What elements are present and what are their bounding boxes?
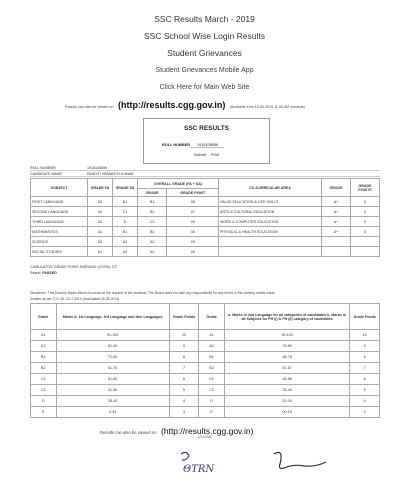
cell-overall-grade: C2: [138, 217, 167, 227]
gt-cell-marks-left: 51-60: [56, 374, 169, 385]
marks-row: [31, 247, 380, 257]
gt-cell-points-right: 4: [350, 396, 380, 407]
cell-co-area: [219, 247, 322, 257]
gt-cell-points-left: 5: [169, 385, 199, 396]
gt-cell-marks-right: 57-67: [224, 363, 350, 374]
cell-grade-fa: A1: [88, 227, 113, 237]
cell-grade-fa: A2: [88, 207, 113, 217]
col-co-points: GRADE POINTS: [351, 179, 380, 197]
cell-grade-sa: C1: [113, 207, 138, 217]
gt-cell-points-left: 6: [169, 374, 199, 385]
main-site-link[interactable]: Click Here for Main Web Site: [159, 84, 250, 91]
grade-scale-row: [31, 374, 380, 385]
gt-cell-grade-left: B1: [31, 352, 57, 363]
cell-overall-point: 09: [167, 237, 219, 247]
cell-subject: THIRD LANGUAGE: [31, 217, 88, 227]
cell-subject: MATHEMATICS: [31, 227, 88, 237]
cell-overall-grade: B1: [138, 227, 167, 237]
cell-grade-sa: D: [113, 217, 138, 227]
submit-button[interactable]: Submit: [194, 153, 206, 157]
gt-cell-grade-left: B2: [31, 363, 57, 374]
cell-overall-grade: B2: [138, 207, 167, 217]
grade-scale-row: [31, 407, 380, 418]
cell-grade-sa: B1: [113, 227, 138, 237]
gt-col-marks-left: Marks in 1st Language, 3rd Language and Non Languages: [56, 304, 169, 330]
cell-grade-fa: A2: [88, 237, 113, 247]
cell-grade-fa: A2: [88, 217, 113, 227]
gt-cell-marks-right: 00-19: [224, 407, 350, 418]
cgpa-value: 7.7: [111, 265, 117, 269]
gt-cell-grade-right: B2: [199, 363, 225, 374]
col-grade-sa: GRADE SA: [113, 179, 138, 197]
gt-cell-points-left: 10: [169, 330, 199, 341]
cell-grade-sa: B1: [113, 197, 138, 207]
grievances-link[interactable]: Student Grievances: [167, 48, 242, 58]
page-title: SSC Results March - 2019: [154, 14, 255, 24]
grade-scale-row: [31, 363, 380, 374]
marks-row: [31, 197, 380, 207]
grade-scale-row: [31, 352, 380, 363]
cell-co-area: PHYSICAL & HEALTH EDUCATION: [219, 227, 322, 237]
handwritten-signature: [270, 448, 330, 478]
gt-cell-grade-left: C1: [31, 374, 57, 385]
footer-url-prefix: Results can also be viewed on: [100, 430, 157, 435]
cell-co-grade: [322, 237, 351, 247]
cell-co-points: [351, 247, 380, 257]
gt-cell-grade-right: A1: [199, 330, 225, 341]
grade-scale-row: [31, 385, 380, 396]
cell-co-area: WORK & COMPUTER EDUCATION: [219, 217, 322, 227]
gt-cell-points-left: 7: [169, 363, 199, 374]
student-roll-label: ROLL NUMBER: [30, 166, 56, 170]
gt-cell-grade-right: B1: [199, 352, 225, 363]
gt-cell-grade-left: A2: [31, 341, 57, 352]
gt-cell-marks-left: 81-90: [56, 341, 169, 352]
cell-overall-point: 09: [167, 247, 219, 257]
marks-row: [31, 227, 380, 237]
gt-col-points-left: Grade Points: [169, 304, 199, 330]
gt-cell-grade-left: D: [31, 396, 57, 407]
cgpa-row: [30, 265, 117, 269]
results-box-title: SSC RESULTS: [183, 125, 230, 132]
cell-subject: FIRST LANGUAGE: [31, 197, 88, 207]
school-login-link[interactable]: SSC School Wise Login Results: [144, 31, 265, 41]
cell-co-points: 5: [351, 207, 380, 217]
marks-row: [31, 237, 380, 247]
gt-cell-marks-right: 35-45: [224, 385, 350, 396]
grade-scale-row: [31, 341, 380, 352]
col-grade-fa: GRADE FA: [88, 179, 113, 197]
cell-co-area: VALUE EDUCATION & LIFE SKILLS: [219, 197, 322, 207]
disclaimer-text: Disclaimer: This Dummy Marks Memo is issued at the request of the students. The Board does not take any responsibility for any errors in this dummy marks sheet.: [30, 291, 276, 295]
gt-cell-points-left: 3: [169, 407, 199, 418]
result-row: [30, 271, 57, 275]
result-label: Result:: [30, 271, 42, 275]
roll-number-input[interactable]: 1915106559: [191, 143, 224, 148]
gt-col-grade-left: Grade: [31, 304, 57, 330]
student-roll-row: [30, 166, 380, 171]
grade-scale-table: [30, 303, 380, 418]
mobile-app-link[interactable]: Student Grievances Mobile App: [155, 67, 254, 74]
gt-cell-grade-left: A1: [31, 330, 57, 341]
gt-cell-points-right: 7: [350, 363, 380, 374]
cell-co-area: ARTS & CULTURAL EDUCATION: [219, 207, 322, 217]
col-overall-grade: GRADE: [138, 189, 167, 197]
col-overall-point: GRADE POINT: [167, 189, 219, 197]
results-url-link[interactable]: (http://results.cgg.gov.in): [118, 100, 226, 110]
gt-cell-marks-left: 41-50: [56, 385, 169, 396]
gt-cell-points-right: 5: [350, 385, 380, 396]
gt-cell-marks-right: 68-78: [224, 352, 350, 363]
gt-col-points-right: Grade Points: [350, 304, 380, 330]
cgpa-label: CUMULATIVE GRADE POINT AVERAGE (CGPA):: [30, 265, 111, 269]
cell-grade-sa: A2: [113, 247, 138, 257]
cell-overall-point: 07: [167, 207, 219, 217]
cell-subject: SECOND LANGUAGE: [31, 207, 88, 217]
gt-cell-marks-right: 79-89: [224, 341, 350, 352]
marks-row: [31, 207, 380, 217]
gt-cell-grade-left: E: [31, 407, 57, 418]
cell-overall-point: 08: [167, 197, 219, 207]
gt-cell-marks-left: 61-70: [56, 363, 169, 374]
cell-grade-fa: A1: [88, 247, 113, 257]
handwritten-initials-signature: [175, 446, 235, 486]
gt-cell-marks-right: 20-34: [224, 396, 350, 407]
url-availability: (Available from 15-05-2019 11:30 AM onwards): [229, 105, 305, 109]
ssc-results-box: [143, 118, 270, 164]
cell-subject: SOCIAL STUDIES: [31, 247, 88, 257]
cell-overall-point: 05: [167, 217, 219, 227]
cell-subject: SCIENCE: [31, 237, 88, 247]
gt-cell-points-right: 9: [350, 341, 380, 352]
gt-cell-points-left: 8: [169, 352, 199, 363]
cell-co-points: 5: [351, 227, 380, 237]
gt-cell-points-left: 4: [169, 396, 199, 407]
marks-table: [30, 178, 380, 257]
cell-co-area: [219, 237, 322, 247]
url-prefix: Results can also be viewed on: [65, 105, 114, 109]
footer-results-url-link[interactable]: (http://results.cgg.gov.in): [161, 426, 254, 436]
gt-cell-points-left: 9: [169, 341, 199, 352]
cell-co-grade: A+: [322, 207, 351, 217]
result-value: PASSED: [42, 271, 57, 275]
svg-text:ΘTRN: ΘTRN: [183, 464, 215, 475]
cell-co-points: 5: [351, 217, 380, 227]
gt-cell-points-right: 6: [350, 374, 380, 385]
col-overall: OVERALL GRADE (FA + SA): [138, 179, 219, 189]
cell-co-grade: [322, 247, 351, 257]
student-name-row: [30, 172, 380, 177]
candidate-name-label: CANDIDATE NAME: [30, 172, 62, 176]
cell-overall-grade: A2: [138, 247, 167, 257]
grade-scale-row: [31, 396, 380, 407]
marks-row: [31, 217, 380, 227]
gt-cell-marks-right: 90-100: [224, 330, 350, 341]
results-box-buttons: [194, 153, 219, 157]
col-co-area: CO-CURRICULAR AREA: [219, 179, 322, 197]
cell-co-grade: A+: [322, 197, 351, 207]
candidate-name-value: PANDITI HEMANTH KUMAR: [87, 172, 134, 176]
gt-cell-grade-right: E: [199, 407, 225, 418]
grade-scale-row: [31, 330, 380, 341]
cell-co-grade: A+: [322, 217, 351, 227]
cell-grade-sa: A2: [113, 237, 138, 247]
grades-note: Grades as per G.O. 59, 22-7-2014 (read dated 26-08-2014): [30, 297, 120, 301]
roll-number-label: ROLL NUMBER: [162, 143, 190, 147]
cell-overall-point: 08: [167, 227, 219, 237]
cell-overall-grade: B1: [138, 197, 167, 207]
col-co-grade: GRADE: [322, 179, 351, 197]
gt-cell-marks-right: 46-56: [224, 374, 350, 385]
cell-grade-fa: A2: [88, 197, 113, 207]
cell-overall-grade: A2: [138, 237, 167, 247]
student-roll-value: 1915106559: [87, 166, 107, 170]
gt-cell-points-right: 3: [350, 407, 380, 418]
results-url-line: [65, 95, 305, 113]
gt-cell-marks-left: 35-40: [56, 396, 169, 407]
gt-cell-points-right: 10: [350, 330, 380, 341]
gt-cell-points-right: 8: [350, 352, 380, 363]
gt-col-marks-right: a. Marks in 2nd Language for all categories of candidates b. Marks in all Subjects for PH (I) & PH (II) category of candidates: [224, 304, 350, 330]
gt-cell-marks-left: 0-34: [56, 407, 169, 418]
cell-co-points: 5: [351, 197, 380, 207]
cell-co-grade: A+: [322, 227, 351, 237]
gt-cell-grade-right: C2: [199, 385, 225, 396]
roll-number-row: [162, 143, 224, 147]
gt-col-grade-right: Grade: [199, 304, 225, 330]
gt-cell-marks-left: 71-80: [56, 352, 169, 363]
gt-cell-grade-right: C1: [199, 374, 225, 385]
gt-cell-marks-left: 91-100: [56, 330, 169, 341]
page-number: 1/1/2/3/4: [197, 435, 212, 439]
print-button[interactable]: Print: [211, 153, 219, 157]
gt-cell-grade-right: D: [199, 396, 225, 407]
cell-co-points: [351, 237, 380, 247]
gt-cell-grade-right: A2: [199, 341, 225, 352]
gt-cell-grade-left: C2: [31, 385, 57, 396]
col-subject: SUBJECT: [31, 179, 88, 197]
